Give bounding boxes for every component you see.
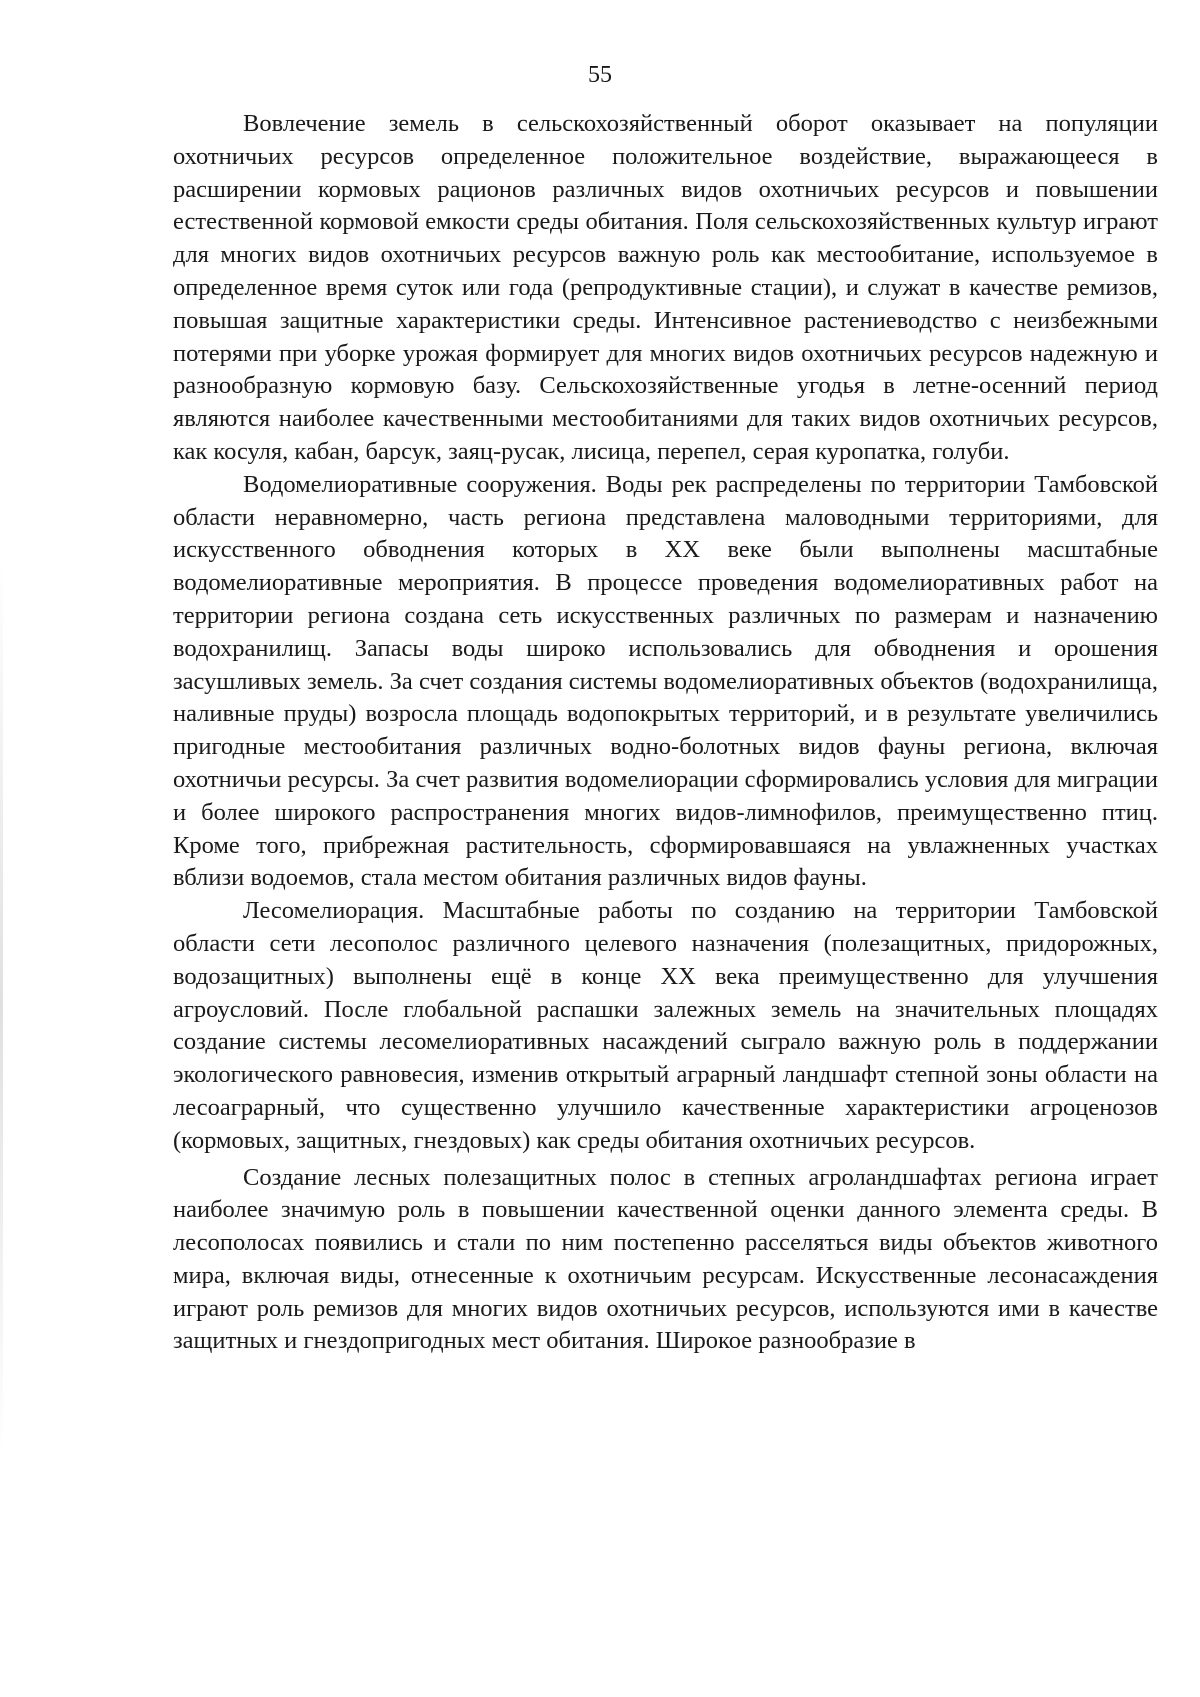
paragraph-land-involvement: Вовлечение земель в сельскохозяйственный оборот оказывает на популяции охотничьих ресурсов определенное положительное воздействие, выражающееся в расширении кормовых рационов различных видов охотничьих ресурсов и повышении естественной кормовой емкости среды обитания. Поля сельскохозяйственных культур играют для многих видов охотничьих ресурсов важную роль как местообитание, используемое в определенное время суток или года (репродуктивные стации), и служат в качестве ремизов, повышая защитные характеристики среды. Интенсивное растениеводство с неизбежными потерями при уборке урожая формирует для многих видов охотничьих ресурсов надежную и разнообразную кормовую базу. Сельскохозяйственные угодья в летне-осенний период являются наиболее качественными местообитаниями для таких видов охотничьих ресурсов, как косуля, кабан, барсук, заяц-русак, лисица, перепел, серая куропатка, голуби. <box>173 110 1158 465</box>
body-text <box>173 108 1158 1358</box>
paragraph-forest-reclamation: Лесомелиорация. Масштабные работы по созданию на территории Тамбовской области сети лесополос различного целевого назначения (полезащитных, придорожных, водозащитных) выполнены ещё в конце XX века преимущественно для улучшения агроусловий. После глобальной распашки залежных земель на значительных площадях создание системы лесомелиоративных насаждений сыграло важную роль в поддержании экологического равновесия, изменив открытый аграрный ландшафт степной зоны области на лесоаграрный, что существенно улучшило качественные характеристики агроценозов (кормовых, защитных, гнездовых) как среды обитания охотничьих ресурсов. <box>173 897 1158 1154</box>
page-number: 55 <box>588 62 612 88</box>
paragraph-shelterbelts: Создание лесных полезащитных полос в степных агроландшафтах региона играет наиболее значимую роль в повышении качественной оценки данного элемента среды. В лесополосах появились и стали по ним постепенно расселяться виды объектов животного мира, включая виды, отнесенные к охотничьим ресурсам. Искусственные лесонасаждения играют роль ремизов для многих видов охотничьих ресурсов, используются ими в качестве защитных и гнездопригодных мест обитания. Широкое разнообразие в <box>173 1163 1158 1355</box>
paragraph-water-reclamation: Водомелиоративные сооружения. Воды рек распределены по территории Тамбовской области неравномерно, часть региона представлена маловодными территориями, для искусственного обводнения которых в XX веке были выполнены масштабные водомелиоративные мероприятия. В процессе проведения водомелиоративных работ на территории региона создана сеть искусственных различных по размерам и назначению водохранилищ. Запасы воды широко использовались для обводнения и орошения засушливых земель. За счет создания системы водомелиоративных объектов (водохранилища, наливные пруды) возросла площадь водопокрытых территорий, и в результате увеличились пригодные местообитания различных водно-болотных видов фауны региона, включая охотничьи ресурсы. За счет развития водомелиорации сформировались условия для миграции и более широкого распространения многих видов-лимнофилов, преимущественно птиц. Кроме того, прибрежная растительность, сформировавшаяся на увлажненных участках вблизи водоемов, стала местом обитания различных видов фауны. <box>173 470 1158 892</box>
scan-edge-shadow <box>0 560 3 1460</box>
